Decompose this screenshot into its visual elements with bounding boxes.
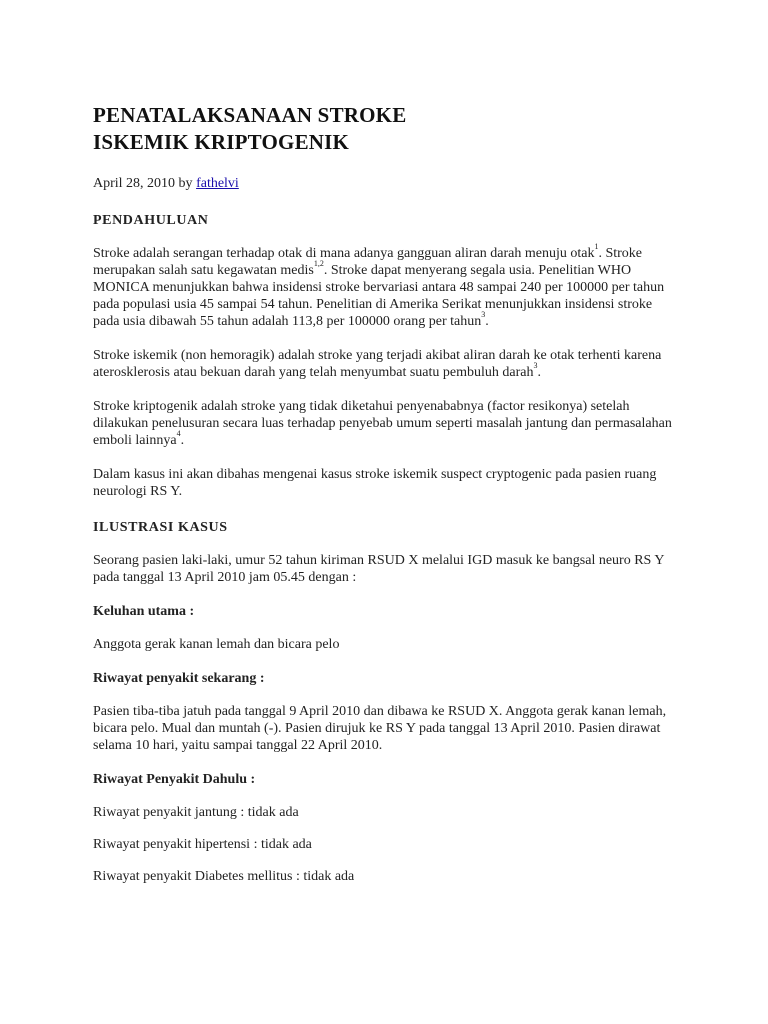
paragraph-intro-4: Dalam kasus ini akan dibahas mengenai kasus stroke iskemik suspect cryptogenic pada pasien ruang neurologi RS Y.: [93, 467, 657, 499]
text-segment: . Stroke dapat menyerang segala usia. Penelitian WHO MONICA menunjukkan bahwa insidensi stroke bervariasi antara 48 sampai 240 per 100000 per tahun pada populasi usia 45 sampai 54 tahun. Penelitian di Amerika Serikat menunjukkan insidensi stroke pada usia dibawah 55 tahun adalah 113,8 per 100000 orang per tahun: [93, 263, 665, 329]
citation-marker: 1,2: [313, 259, 324, 269]
author-link[interactable]: fathelvi: [196, 176, 239, 191]
text-segment: .: [485, 314, 489, 329]
text-segment: .: [537, 365, 541, 380]
paragraph-intro-1: [93, 242, 678, 330]
document-page: [93, 102, 678, 885]
citation-marker: 3: [481, 310, 486, 320]
paragraph-case-intro: Seorang pasien laki-laki, umur 52 tahun kiriman RSUD X melalui IGD masuk ke bangsal neuro RS Y pada tanggal 13 April 2010 jam 05.45 dengan :: [93, 553, 664, 585]
subheading-riwayat-sekarang: Riwayat penyakit sekarang :: [93, 671, 265, 686]
section-heading-ilustrasi-kasus: ILUSTRASI KASUS: [93, 520, 228, 535]
history-item-jantung: Riwayat penyakit jantung : tidak ada: [93, 805, 299, 820]
post-meta: [93, 175, 678, 193]
subheading-keluhan-utama: Keluhan utama :: [93, 604, 195, 619]
section-heading-pendahuluan: PENDAHULUAN: [93, 213, 209, 228]
article-title-line-1: PENATALAKSANAAN STROKE: [93, 103, 407, 127]
citation-marker: 4: [176, 429, 181, 439]
paragraph-riwayat-sekarang: Pasien tiba-tiba jatuh pada tanggal 9 April 2010 dan dibawa ke RSUD X. Anggota gerak kanan lemah, bicara pelo. Mual dan muntah (-). Pasien dirujuk ke RS Y pada tanggal 13 April 2010. Pasien dirawat selama 10 hari, yaitu sampai tanggal 22 April 2010.: [93, 704, 667, 753]
text-segment: Stroke kriptogenik adalah stroke yang tidak diketahui penyenababnya (factor resikonya) setelah dilakukan penelusuran secara luas terhadap penyebab umum seperti masalah jantung dan permasalahan emboli lainnya: [93, 399, 672, 448]
text-segment: Stroke iskemik (non hemoragik) adalah stroke yang terjadi akibat aliran darah ke otak terhenti karena aterosklerosis atau bekuan darah yang telah menyumbat suatu pembuluh darah: [93, 348, 662, 380]
article-title-line-2: ISKEMIK KRIPTOGENIK: [93, 130, 350, 154]
paragraph-keluhan-utama: Anggota gerak kanan lemah dan bicara pelo: [93, 637, 340, 652]
citation-marker: 1: [594, 242, 599, 252]
text-segment: .: [180, 433, 185, 448]
post-date: April 28, 2010 by: [93, 176, 197, 191]
history-item-diabetes: Riwayat penyakit Diabetes mellitus : tidak ada: [93, 869, 355, 884]
paragraph-intro-2: [93, 347, 678, 381]
history-item-hipertensi: Riwayat penyakit hipertensi : tidak ada: [93, 837, 312, 852]
text-segment: . Stroke merupakan salah satu kegawatan medis: [93, 246, 643, 278]
text-segment: Stroke adalah serangan terhadap otak di mana adanya gangguan aliran darah menuju otak: [93, 246, 595, 261]
citation-marker: 3: [533, 361, 538, 371]
article-title: [93, 102, 678, 156]
paragraph-intro-3: [93, 398, 678, 449]
subheading-riwayat-dahulu: Riwayat Penyakit Dahulu :: [93, 772, 256, 787]
